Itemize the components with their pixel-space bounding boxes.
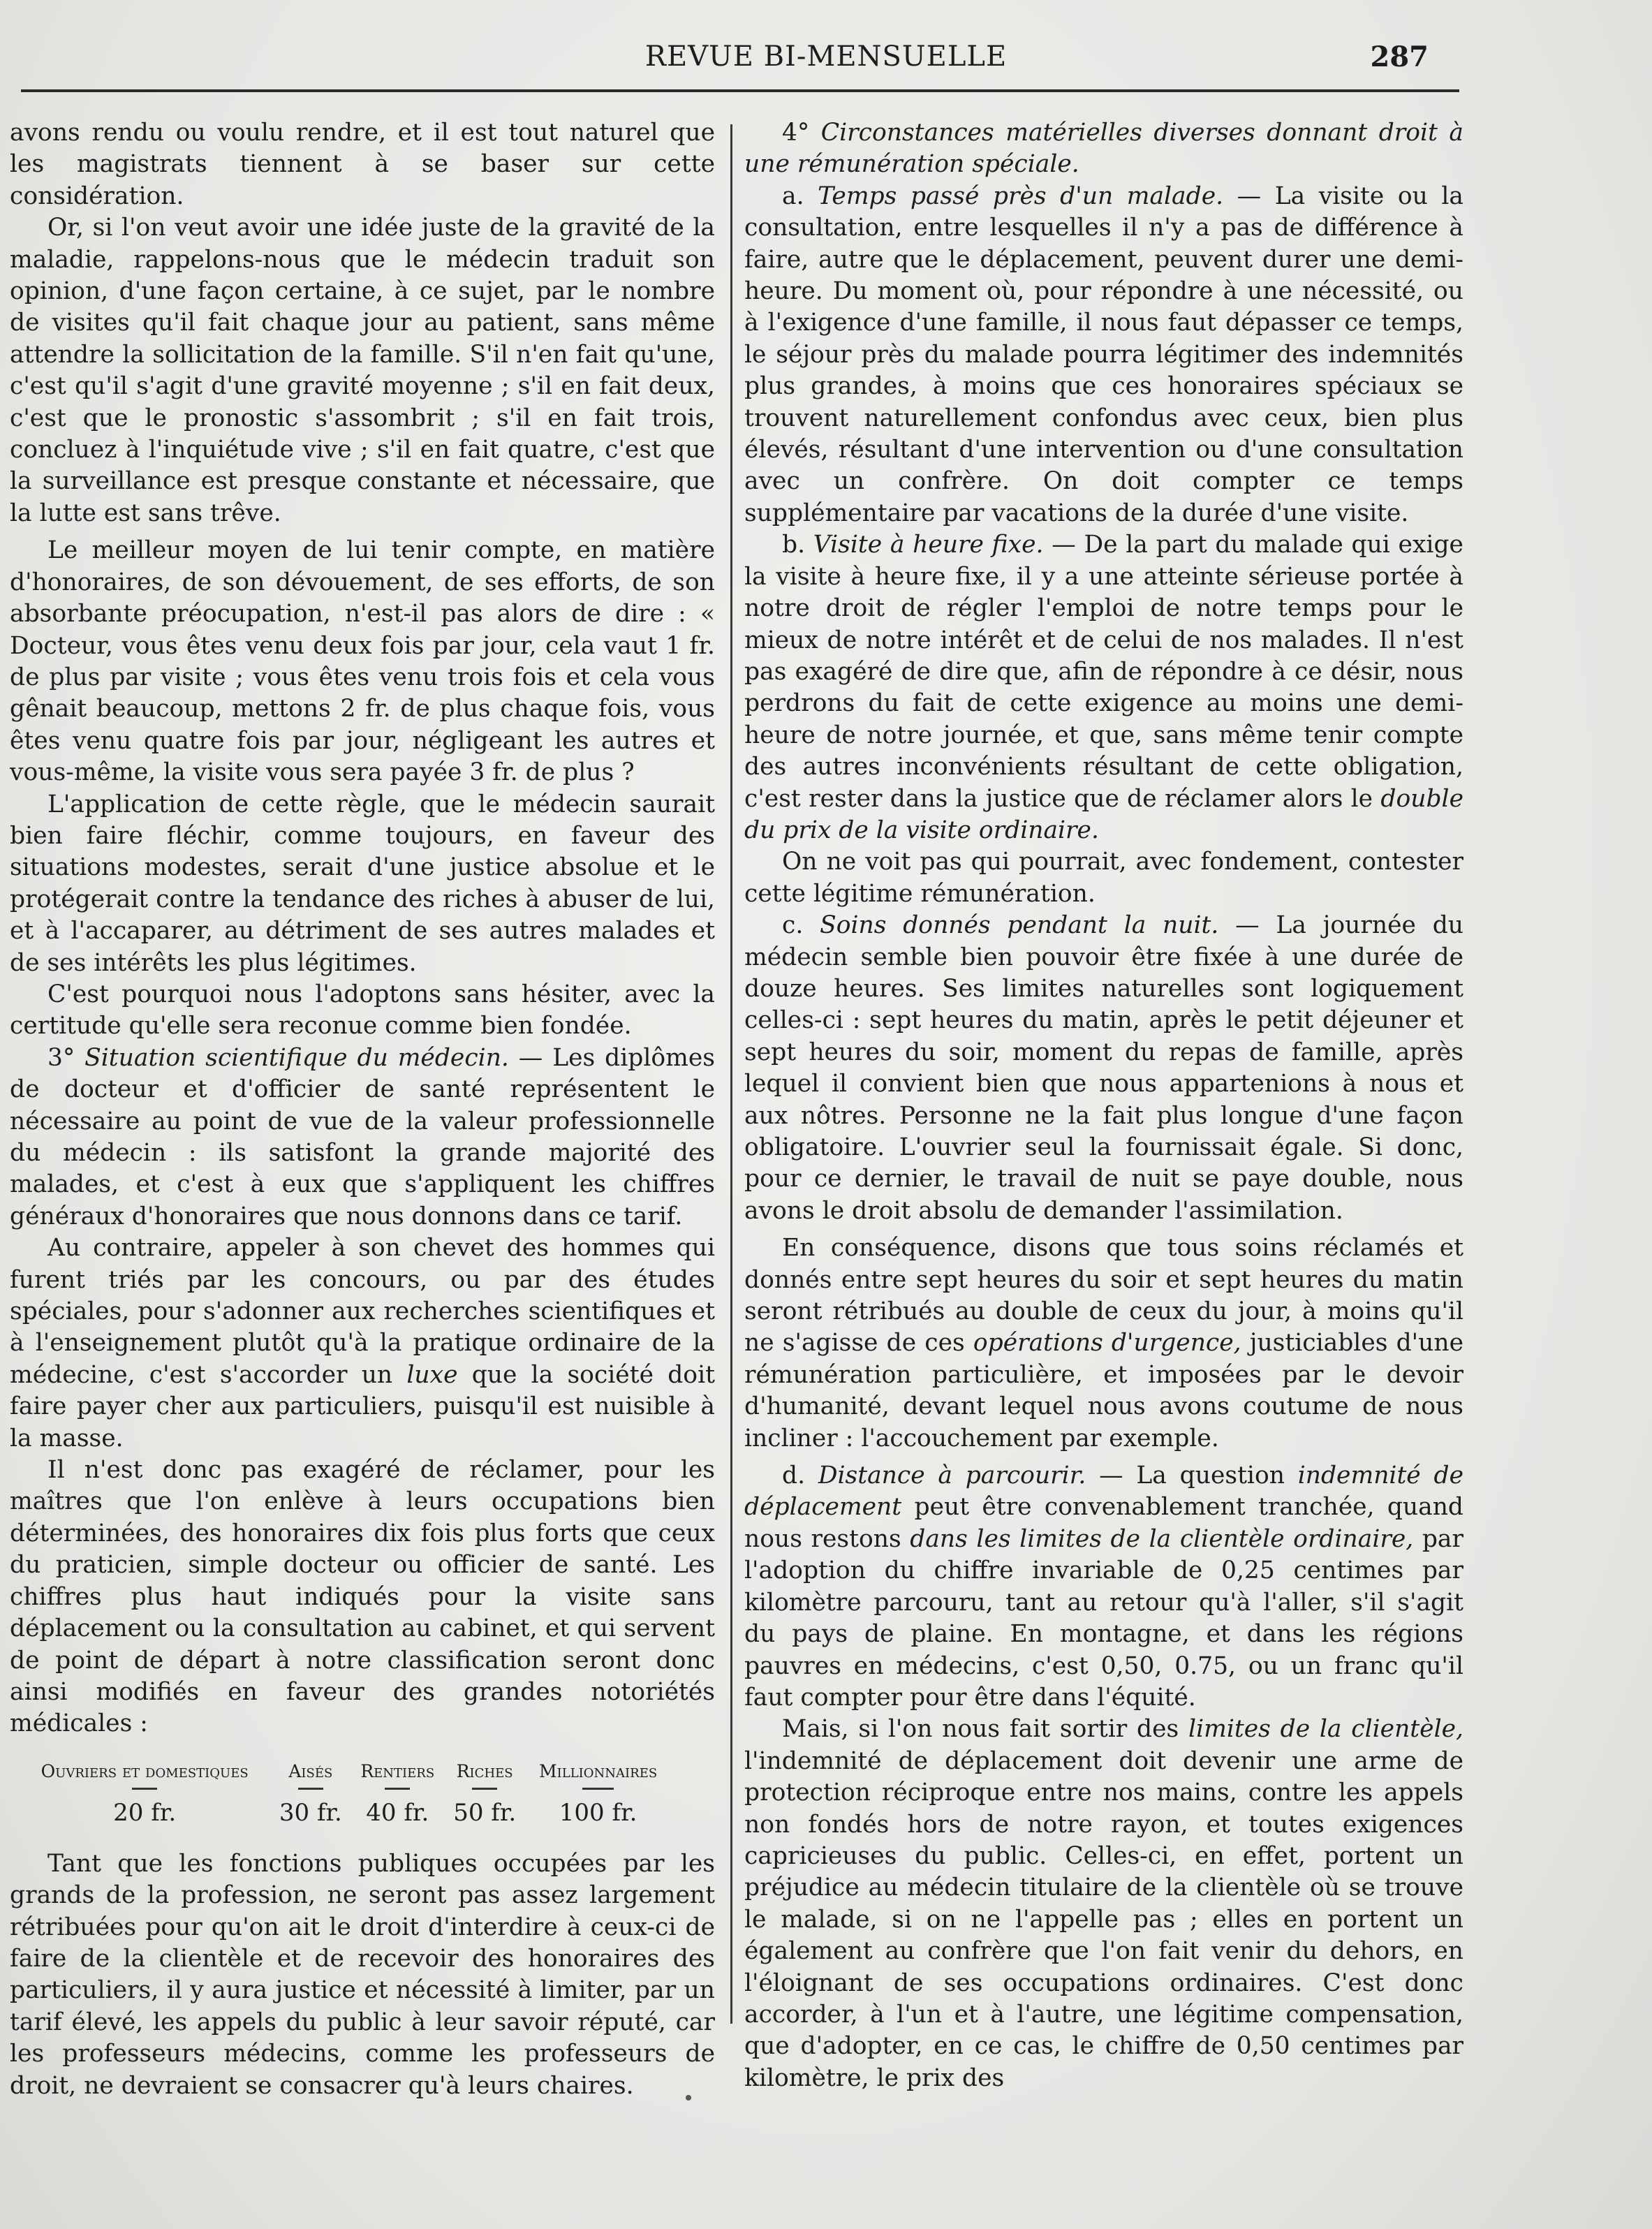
paragraph: avons rendu ou voulu rendre, et il est tout naturel que les magistrats tiennent à se baser sur cette considération. [10,119,715,210]
text-run: l'indemnité de déplacement doit devenir une arme de protection réciproque entre nos mains, contre les appels non fondés hors de notre rayon, et toutes exigences capricieuses du public. Celles-ci, en effet, portent un préjudice au médecin titulaire de la clientèle où se trouve le malade, si on ne l'appelle pas ; elles en portent un également au confrère que l'on fait venir du dehors, en l'éloignant de ses occupations ordinaires. C'est donc accorder, à l'un et à l'autre, une légitime compensation, que d'adopter, en ce cas, le chiffre de 0,50 centimes par kilomètre, le prix des [744,1746,1463,2092]
right-column [744,117,1463,2094]
subsection-letter: b. [782,531,813,559]
text-run: — La question [1086,1462,1298,1490]
emphasis-luxe: luxe [406,1360,458,1389]
section-number: 4° [782,119,821,147]
column-divider [730,124,732,2024]
print-speck [686,2095,691,2101]
emphasis-double: double du prix de la visite ordinaire. [744,784,1463,844]
section-body: — Les diplômes de docteur et d'officier de santé représentent le nécessaire au point de vue de la valeur professionnelle du médecin : ils satisfont la grande majorité des malades, et c'est à eux que s'appliquent les chiffres généraux d'honoraires que nous donnons dans ce tarif. [10,1043,716,1230]
running-title: REVUE BI-MENSUELLE [644,41,1008,73]
paragraph: Il n'est donc pas exagéré de réclamer, pour les maîtres que l'on enlève à leurs occupations bien déterminées, des honoraires dix fois plus forts que ceux du praticien, simple docteur ou officier de santé. Les chiffres plus haut indiqués pour la visite sans déplacement ou la consultation au cabinet, et qui servent de point de départ à notre classification seront donc ainsi modifiés en faveur des grandes notoriétés médicales : [10,1456,715,1738]
tariff-value: 100 fr. [559,1798,637,1827]
text-run: par l'adoption du chiffre invariable de 0,25 centimes par kilomètre parcouru, tant au retour qu'à l'aller, s'il s'agit du pays de plaine. En montagne, et dans les régions pauvres en médecins, c'est 0,50, 0.75, ou un franc qu'il faut compter pour être dans l'équité. [744,1524,1463,1712]
tariff-value: 40 fr. [366,1798,429,1827]
left-column [10,117,715,2102]
paragraph [10,1233,715,1455]
tariff-header: Millionnaires [539,1760,658,1781]
paragraph: Tant que les fonctions publiques occupées par les grands de la profession, ne seront pas assez largement rétribuées pour qu'on ait le droit d'interdire à ceux-ci de faire de la clientèle et de recevoir des honoraires des particuliers, il y aura justice et nécessité à limiter, par un tarif élevé, les appels du public à leur savoir réputé, car les professeurs médecins, comme les professeurs de droit, ne devraient se consacrer qu'à leurs chaires. [10,1849,715,2100]
paragraph [744,1233,1463,1455]
subsection-letter: c. [782,911,820,940]
text-run: Au contraire, appeler à son chevet des hommes qui furent triés par les concours, ou par des études spéciales, pour s'adonner aux recherches scientifiques et à l'enseignement plutôt qu'à la pratique ordinaire de la médecine, c'est s'accorder un [10,1234,715,1389]
paragraph: C'est pourquoi nous l'adoptons sans hésiter, avec la certitude qu'elle sera reconue comme bien fondée. [10,980,715,1040]
section-heading-4 [744,117,1463,181]
tariff-value: 30 fr. [279,1798,342,1827]
section-heading: Circonstances matérielles diverses donnant droit à une rémunération spéciale. [744,119,1464,179]
emphasis-limites-clientele: limites de la clientèle, [1188,1715,1464,1744]
subsection-title: Soins donnés pendant la nuit. [820,911,1219,940]
tariff-header: Aisés [288,1760,333,1781]
paragraph: L'application de cette règle, que le médecin saurait bien faire fléchir, comme toujours, en faveur des situations modestes, serait d'une justice absolue et le protégerait contre la tendance des riches à abuser de lui, et à l'accaparer, au détriment de ses autres malades et de ses intérêts les plus légitimes. [10,790,715,977]
text-run: — La visite ou la consultation, entre lesquelles il n'y a pas de différence à faire, autre que le déplacement, peuvent durer une demi-heure. Du moment où, pour répondre à une nécessité, ou à l'exigence d'une famille, il nous faut dépasser ce temps, le séjour près du malade pourra légitimer des indemnités plus grandes, à moins que ces honoraires spéciaux se trouvent naturellement confondus avec ceux, bien plus élevés, résultant d'une intervention ou d'une consultation avec un confrère. On doit compter ce temps supplémentaire par vacations de la durée d'une visite. [744,182,1463,527]
text-run: En conséquence, disons que tous soins réclamés et donnés entre sept heures du soir et sept heures du matin seront rétribués au double de ceux du jour, à moins qu'il ne s'agisse de ces [744,1234,1463,1358]
paragraph: Le meilleur moyen de lui tenir compte, en matière d'honoraires, de son dévouement, de ses efforts, de son absorbante préocupation, n'est-il pas alors de dire : « Docteur, vous êtes venu deux fois par jour, cela vaut 1 fr. de plus par visite ; vous êtes venu trois fois et cela vous gênait beaucoup, mettons 2 fr. de plus chaque fois, vous êtes venu quatre fois par jour, négligeant les autres et vous-même, la visite vous sera payée 3 fr. de plus ? [10,536,715,787]
paragraph: Or, si l'on veut avoir une idée juste de la gravité de la maladie, rappelons-nous que le médecin traduit son opinion, d'une façon certaine, à ce sujet, par le nombre de visites qu'il fait chaque jour au patient, sans même attendre la sollicitation de la famille. S'il n'en fait qu'une, c'est qu'il s'agit d'une gravité moyenne ; s'il en fait deux, c'est que le pronostic s'assombrit ; s'il en fait trois, concluez à l'inquiétude vive ; s'il en fait quatre, c'est que la surveillance est presque constante et nécessaire, que la lutte est sans trêve. [10,214,715,527]
subsection-letter: d. [782,1462,818,1490]
text-run: — De la part du malade qui exige la visite à heure fixe, il y a une atteinte sérieuse portée à notre droit de régler l'emploi de notre temps pour le mieux de notre intérêt et de celui de nos malades. Il n'est pas exagéré de dire que, afin de répondre à ce désir, nous perdrons du fait de cette exigence au moins une demi-heure de notre journée, et que, sans même tenir compte des autres inconvénients résultant de cette obligation, c'est rester dans la justice que de réclamer alors le [744,531,1463,813]
subsection-letter: a. [782,182,818,210]
tariff-value: 20 fr. [113,1798,177,1827]
page-header [0,41,1652,82]
emphasis-operations: opérations d'urgence, [973,1329,1241,1358]
subsection-title: Temps passé près d'un malade. [818,182,1224,210]
text-run: justiciables d'une rémunération particulière, et imposées par le devoir d'humanité, devant lequel nous avons coutume de nous incliner : l'accouchement par exemple. [744,1329,1464,1452]
text-run: peut être convenablement tranchée, quand nous restons [744,1493,1463,1553]
section-heading: Situation scientifique du médecin. [84,1043,509,1072]
text-run: que la société doit faire payer cher aux particuliers, puisqu'il est nuisible à la masse. [10,1360,715,1452]
page-number: 287 [1370,41,1429,73]
paragraph: On ne voit pas qui pourrait, avec fondement, contester cette légitime rémunération. [744,848,1463,908]
tariff-header: Riches [456,1760,513,1781]
paragraph [744,1714,1463,2094]
subsection-a [744,181,1463,529]
emphasis-indemnite: indemnité de déplacement [744,1462,1463,1522]
text-run: Mais, si l'on nous fait sortir des [782,1715,1189,1744]
emphasis-limites: dans les limites de la clientèle ordinaire, [910,1524,1414,1553]
subsection-title: Distance à parcourir. [818,1462,1086,1490]
subsection-c [744,910,1463,1227]
section-number: 3° [47,1043,85,1072]
section-situation-scientifique [10,1043,715,1233]
tariff-header: Rentiers [360,1760,435,1781]
subsection-b [744,529,1463,846]
tariff-value: 50 fr. [453,1798,517,1827]
header-rule [21,89,1459,92]
subsection-d [744,1460,1463,1714]
text-run: — La journée du médecin semble bien pouvoir être fixée à une durée de douze heures. Ses limites naturelles sont logiquement celles-ci : sept heures du matin, après le petit déjeuner et sept heures du soir, moment du repas de famille, après lequel il convient bien que nous appartenions à nous et aux nôtres. Personne ne la fait plus longue d'une façon obligatoire. L'ouvrier seul la fournissait égale. Si donc, pour ce dernier, le travail de nuit se paye double, nous avons le droit absolu de demander l'assimilation. [744,911,1463,1225]
tariff-header: Ouvriers et domestiques [40,1760,249,1781]
tariff-table [10,1761,715,1827]
subsection-title: Visite à heure fixe. [813,531,1044,559]
